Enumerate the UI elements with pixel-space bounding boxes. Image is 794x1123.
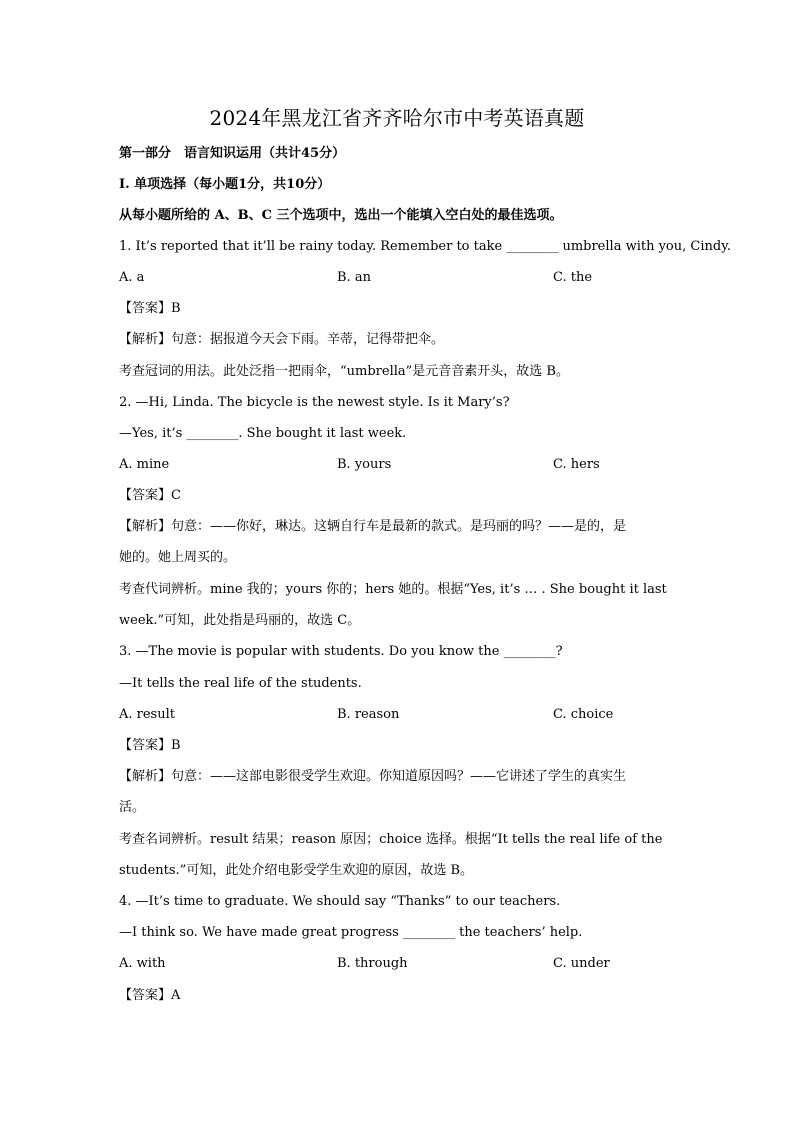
question-2-analysis-line: 【解析】句意：——你好，琳达。这辆自行车是最新的款式。是玛丽的吗？——是的，是 [119,519,627,534]
question-3-option-a: A. result [119,707,175,722]
question-3-option-c: C. choice [553,707,614,722]
question-1-option-a: A. a [119,270,145,285]
question-3-analysis-line: students.”可知，此处介绍电影受学生欢迎的原因，故选 B。 [119,863,474,878]
question-2-option-b: B. yours [337,457,392,472]
page-title: 2024年黑龙江省齐齐哈尔市中考英语真题 [209,106,585,130]
question-4-stem: 4. —It’s time to graduate. We should say “Thanks” to our teachers. [119,894,561,909]
question-1-analysis-line: 【解析】句意：据报道今天会下雨。辛蒂，记得带把伞。 [119,332,445,347]
question-3-analysis-line: 【解析】句意：——这部电影很受学生欢迎。你知道原因吗？——它讲述了学生的真实生 [119,769,627,784]
question-1-analysis-line: 考查冠词的用法。此处泛指一把雨伞，“umbrella”是元音音素开头，故选 B。 [119,364,569,379]
section-heading: I. 单项选择（每小题1分，共10分） [119,177,331,192]
question-1-stem: 1. It’s reported that it’ll be rainy today. Remember to take ________ umbrella with you, Cindy. [119,239,731,254]
question-1-answer: 【答案】B [119,301,181,316]
question-4-answer: 【答案】A [119,988,181,1003]
instruction-text: 从每小题所给的 A、B、C 三个选项中，选出一个能填入空白处的最佳选项。 [119,208,563,223]
question-3-stem: 3. —The movie is popular with students. Do you know the ________? [119,644,563,659]
question-2-answer: 【答案】C [119,488,181,503]
question-1-option-b: B. an [337,270,371,285]
question-4-option-a: A. with [119,956,166,971]
part-heading: 第一部分 语言知识运用（共计45分） [119,146,346,161]
question-2-option-a: A. mine [119,457,170,472]
question-2-stem: 2. —Hi, Linda. The bicycle is the newest style. Is it Mary’s? [119,395,510,410]
question-4-option-b: B. through [337,956,408,971]
question-2-analysis-line: week.”可知，此处指是玛丽的，故选 C。 [119,613,361,628]
question-3-stem: —It tells the real life of the students. [119,676,362,691]
question-3-analysis-line: 活。 [119,800,146,815]
question-2-analysis-line: 她的。她上周买的。 [119,550,237,565]
question-2-stem: —Yes, it’s ________. She bought it last week. [119,426,407,441]
question-4-stem: —I think so. We have made great progress ________ the teachers’ help. [119,925,583,940]
question-2-analysis-line: 考查代词辨析。mine 我的；yours 你的；hers 她的。根据“Yes, it’s … . She bought it last [119,582,667,597]
question-1-option-c: C. the [553,270,593,285]
question-4-option-c: C. under [553,956,610,971]
question-2-option-c: C. hers [553,457,600,472]
question-3-answer: 【答案】B [119,738,181,753]
question-3-analysis-line: 考查名词辨析。result 结果；reason 原因；choice 选择。根据“It tells the real life of the [119,832,663,847]
question-3-option-b: B. reason [337,707,400,722]
